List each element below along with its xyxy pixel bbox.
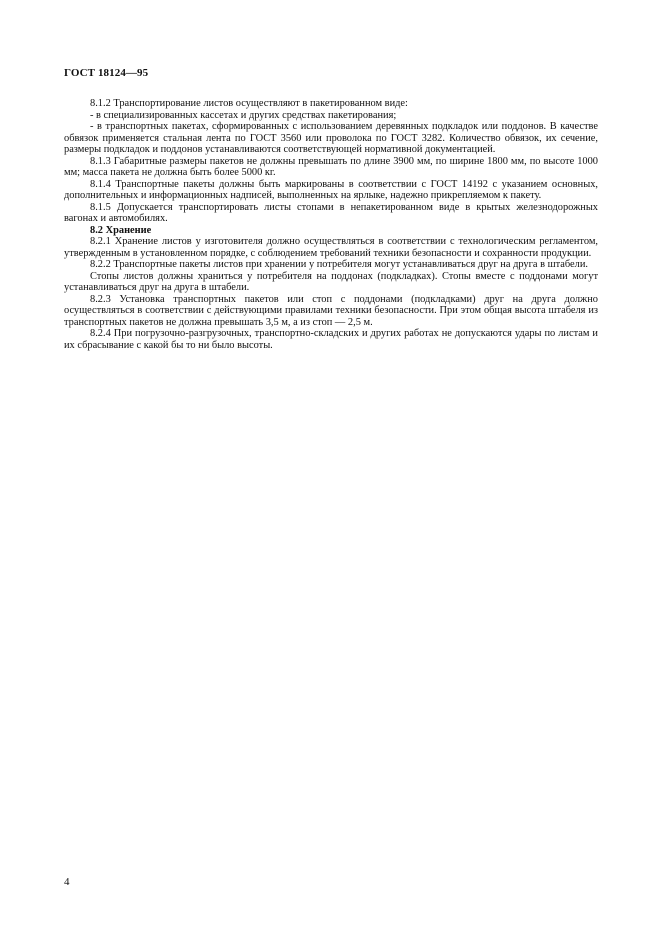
- paragraph-stacks: Стопы листов должны храниться у потребителя на поддонах (подкладках). Стопы вместе с поддонами могут устанавливаться друг на друга в штабели.: [64, 270, 598, 293]
- document-code-header: ГОСТ 18124—95: [64, 67, 149, 79]
- paragraph-8-2-3: 8.2.3 Установка транспортных пакетов или стоп с поддонами (подкладками) друг на друга должно осуществляться в соответствии с действующими правилами техники безопасности. При этом общая высота штабеля из транспортных пакетов не должна превышать 3,5 м, а из стоп — 2,5 м.: [64, 293, 598, 328]
- paragraph-8-1-4: 8.1.4 Транспортные пакеты должны быть маркированы в соответствии с ГОСТ 14192 с указанием основных, дополнительных и информационных надписей, выполненных на ярлыке, надежно прикрепляемом к пакету.: [64, 178, 598, 201]
- paragraph-8-1-5: 8.1.5 Допускается транспортировать листы стопами в непакетированном виде в крытых железнодорожных вагонах и автомобилях.: [64, 201, 598, 224]
- paragraph-8-2-2: 8.2.2 Транспортные пакеты листов при хранении у потребителя могут устанавливаться друг на друга в штабели.: [90, 259, 588, 270]
- list-item-transport-packages: - в транспортных пакетах, сформированных с использованием деревянных подкладок или поддонов. В качестве обвязок применяется стальная лента по ГОСТ 3560 или проволока по ГОСТ 3282. Количество обвязок, их сечение, размеры подкладок и поддонов устанавливаются соответствующей нормативной документацией.: [64, 121, 598, 155]
- paragraph-8-1-3: 8.1.3 Габаритные размеры пакетов не должны превышать по длине 3900 мм, по ширине 1800 мм, по высоте 1000 мм; масса пакета не должна быть более 5000 кг.: [64, 155, 598, 178]
- section-heading-storage: 8.2 Хранение: [90, 224, 152, 236]
- list-item-cassettes: - в специализированных кассетах и других средствах пакетирования;: [90, 109, 397, 121]
- paragraph-8-2-1: 8.2.1 Хранение листов у изготовителя должно осуществляться в соответствии с технологическим регламентом, утвержденным в установленном порядке, с соблюдением требований техники безопасности и сохранности продукции.: [64, 236, 598, 259]
- paragraph-8-1-2: 8.1.2 Транспортирование листов осуществляют в пакетированном виде:: [90, 98, 408, 109]
- page-number: 4: [64, 876, 70, 888]
- document-body: [64, 98, 598, 351]
- paragraph-8-2-4: 8.2.4 При погрузочно-разгрузочных, транспортно-складских и других работах не допускаются удары по листам и их сбрасывание с какой бы то ни было высоты.: [64, 328, 598, 351]
